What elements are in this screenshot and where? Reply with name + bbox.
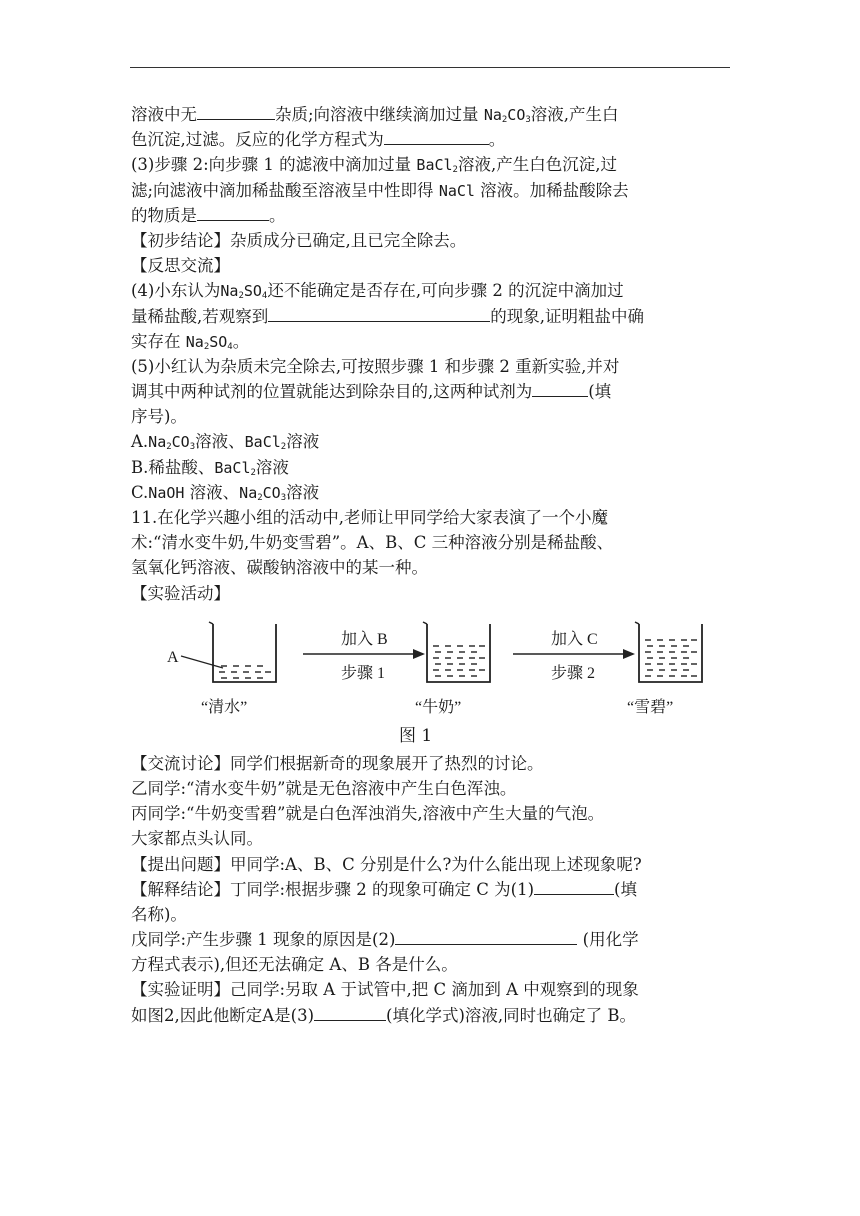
text: (3)步骤 2:向步骤 1 的滤液中滴加过量	[131, 155, 417, 175]
section-heading: 【实验活动】	[131, 583, 230, 603]
text-line	[131, 877, 731, 902]
text: 的现象,证明粗盐中确	[490, 306, 644, 326]
text: (填	[588, 382, 612, 402]
text: 如图2,因此他断定A是(3)	[131, 1005, 315, 1025]
text-line	[131, 102, 731, 127]
text-line: 大家都点头认同。	[131, 829, 263, 849]
question-text: 11.在化学兴趣小组的活动中,老师让甲同学给大家表演了一个小魔	[131, 508, 608, 527]
text: 溶液,产生白	[530, 105, 619, 124]
text: 调其中两种试剂的位置就能达到除杂目的,这两种试剂为	[131, 382, 533, 402]
answer-blank[interactable]	[384, 127, 489, 145]
section-heading: 【初步结论】杂质成分已确定,且已完全除去。	[131, 230, 467, 250]
text: 戊同学:产生步骤 1 现象的原因是(2)	[131, 930, 396, 950]
text: 的物质是	[131, 205, 197, 225]
text-line	[131, 379, 731, 404]
beaker-1	[167, 622, 276, 716]
text-line	[131, 278, 731, 303]
formula: $Na_2SO_4$	[220, 282, 268, 302]
text: (填化学式)溶液,同时也确定了 B。	[386, 1005, 637, 1025]
text-line: 乙同学:“清水变牛奶”就是无色溶液中产生白色浑浊。	[131, 778, 517, 798]
option-a: $A.Na_2CO_3$溶液、BaCl$_2$溶液	[131, 432, 320, 453]
text-line	[131, 1003, 731, 1028]
text: 量稀盐酸,若观察到	[131, 306, 269, 326]
experiment-diagram	[161, 610, 721, 725]
answer-blank[interactable]	[268, 304, 490, 322]
beaker-1-label: “清水”	[201, 698, 248, 716]
formula: $Na_2SO_4$	[185, 332, 233, 352]
question-text: 术:“清水变牛奶,牛奶变雪碧”。A、B、C 三种溶液分别是稀盐酸、	[131, 533, 614, 553]
text: 溶液,产生白色沉淀,过	[457, 155, 617, 175]
option-c: C.NaOH 溶液、$Na_2CO_3$溶液	[131, 482, 320, 503]
text-line: 名称)。	[131, 904, 187, 924]
beaker-3-label: “雪碧”	[627, 698, 674, 716]
text: 还不能确定是否存在,可向步骤 2 的沉淀中滴加过	[267, 281, 624, 301]
text: 杂质;向溶液中继续滴加过量	[275, 105, 479, 124]
arrow-step-1	[303, 630, 425, 682]
arrow2-top-label: 加入 C	[551, 630, 598, 648]
text-line	[131, 127, 731, 152]
header-rule	[130, 67, 730, 68]
text-line	[131, 203, 731, 228]
formula: NaCl	[438, 181, 475, 200]
figure-1	[131, 606, 731, 751]
text-line: 【实验证明】己同学:另取 A 于试管中,把 C 滴加到 A 中观察到的现象	[131, 980, 639, 1000]
answer-blank[interactable]	[197, 102, 275, 120]
text-line	[131, 304, 731, 329]
text-line	[131, 152, 731, 177]
arrow-step-2	[513, 630, 635, 682]
text: (用化学	[577, 930, 639, 950]
text-line: 序号)。	[131, 407, 187, 427]
figure-caption: 图 1	[399, 725, 433, 746]
formula: $Na_2CO_3$	[483, 106, 531, 125]
arrow1-bottom-label: 步骤 1	[341, 664, 386, 682]
text: 。	[488, 130, 506, 150]
text: 溶液。加稀盐酸除去	[474, 180, 629, 200]
text-line: 【交流讨论】同学们根据新奇的现象展开了热烈的讨论。	[131, 753, 544, 773]
answer-blank[interactable]	[395, 927, 577, 945]
text-line: 【提出问题】甲同学:A、B、C 分别是什么?为什么能出现上述现象呢?	[131, 854, 642, 874]
text-line: 丙同学:“牛奶变雪碧”就是白色浑浊消失,溶液中产生大量的气泡。	[131, 804, 605, 824]
text-line	[131, 329, 731, 354]
text: 【解释结论】丁同学:根据步骤 2 的现象可确定 C 为(1)	[131, 879, 535, 899]
text: 溶液中无	[131, 105, 197, 124]
text: 色沉淀,过滤。反应的化学方程式为	[131, 130, 384, 150]
answer-blank[interactable]	[534, 877, 614, 895]
option-b: B.稀盐酸、BaCl$_2$溶液	[131, 457, 289, 478]
text-line: (5)小红认为杂质未完全除去,可按照步骤 1 和步骤 2 重新实验,并对	[131, 356, 620, 376]
beaker-3	[627, 622, 702, 716]
text: (4)小东认为	[131, 281, 221, 301]
text: (填	[614, 879, 637, 899]
section-heading: 【反思交流】	[131, 256, 230, 276]
answer-blank[interactable]	[314, 1003, 386, 1021]
formula: BaCl$_2$	[416, 156, 458, 176]
arrow2-bottom-label: 步骤 2	[551, 664, 596, 682]
beaker-2	[415, 622, 490, 716]
label-a: A	[167, 648, 179, 666]
text-line	[131, 178, 731, 203]
arrow1-top-label: 加入 B	[341, 630, 388, 648]
text: 。	[269, 205, 286, 225]
text-line: 方程式表示),但还无法确定 A、B 各是什么。	[131, 955, 458, 975]
answer-blank[interactable]	[197, 203, 269, 221]
question-text: 氢氧化钙溶液、碳酸钠溶液中的某一种。	[131, 558, 428, 578]
text: 。	[232, 331, 250, 351]
text: 滤;向滤液中滴加稀盐酸至溶液呈中性即得	[131, 180, 439, 200]
text-line	[131, 927, 731, 952]
text: 实存在	[131, 331, 186, 351]
beaker-2-label: “牛奶”	[415, 698, 462, 716]
document-body	[131, 102, 731, 1028]
answer-blank[interactable]	[532, 379, 588, 397]
